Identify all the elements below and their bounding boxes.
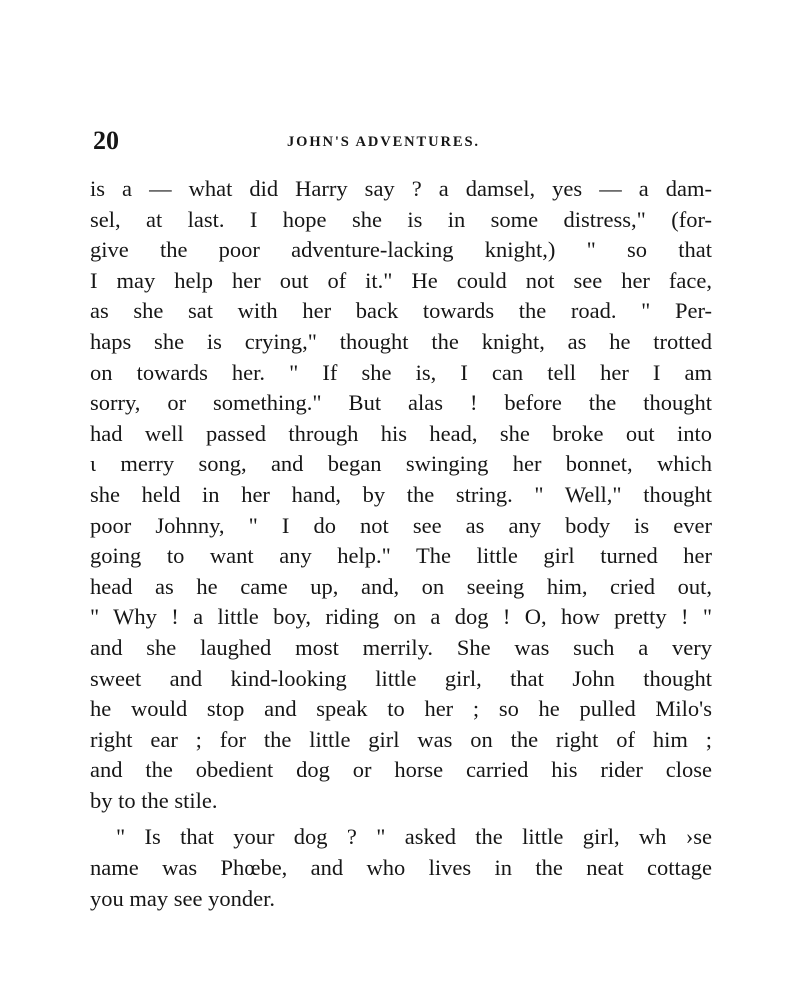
body-text <box>90 174 712 914</box>
text-line: as she sat with her back towards the road. " Per- <box>90 298 712 324</box>
text-line: ι merry song, and began swinging her bonnet, which <box>90 451 712 477</box>
text-line: " Is that your dog ? " asked the little girl, wh ›se <box>116 824 712 850</box>
text-line: sweet and kind-looking little girl, that John thought <box>90 665 712 691</box>
running-head <box>0 126 797 156</box>
text-line: and the obedient dog or horse carried his rider close <box>90 757 712 783</box>
text-line: she held in her hand, by the string. " Well," thought <box>90 481 712 507</box>
text-line: by to the stile. <box>90 787 218 813</box>
paragraph-2 <box>90 822 712 914</box>
text-line: you may see yonder. <box>90 885 275 911</box>
text-line: give the poor adventure-lacking knight,) " so that <box>90 237 712 263</box>
text-line: had well passed through his head, she broke out into <box>90 420 712 446</box>
running-title: JOHN'S ADVENTURES. <box>287 134 480 150</box>
text-line: on towards her. " If she is, I can tell her I am <box>90 359 712 385</box>
text-line: name was Phœbe, and who lives in the neat cottage <box>90 855 712 881</box>
text-line: haps she is crying," thought the knight, as he trotted <box>90 328 712 354</box>
text-line: " Why ! a little boy, riding on a dog ! O, how pretty ! " <box>90 604 712 630</box>
text-line: is a — what did Harry say ? a damsel, yes — a dam- <box>90 176 712 201</box>
text-line: I may help her out of it." He could not see her face, <box>90 267 712 293</box>
text-line: sel, at last. I hope she is in some distress," (for- <box>90 206 712 232</box>
text-line: going to want any help." The little girl turned her <box>90 543 712 569</box>
text-line: head as he came up, and, on seeing him, cried out, <box>90 573 712 599</box>
page-number: 20 <box>93 126 119 155</box>
text-line: right ear ; for the little girl was on the right of him ; <box>90 726 712 752</box>
text-line: and she laughed most merrily. She was such a very <box>90 634 712 660</box>
text-line: he would stop and speak to her ; so he pulled Milo's <box>90 696 712 722</box>
text-line: poor Johnny, " I do not see as any body is ever <box>90 512 712 538</box>
paragraph-1 <box>90 174 712 816</box>
text-line: sorry, or something." But alas ! before the thought <box>90 390 712 416</box>
